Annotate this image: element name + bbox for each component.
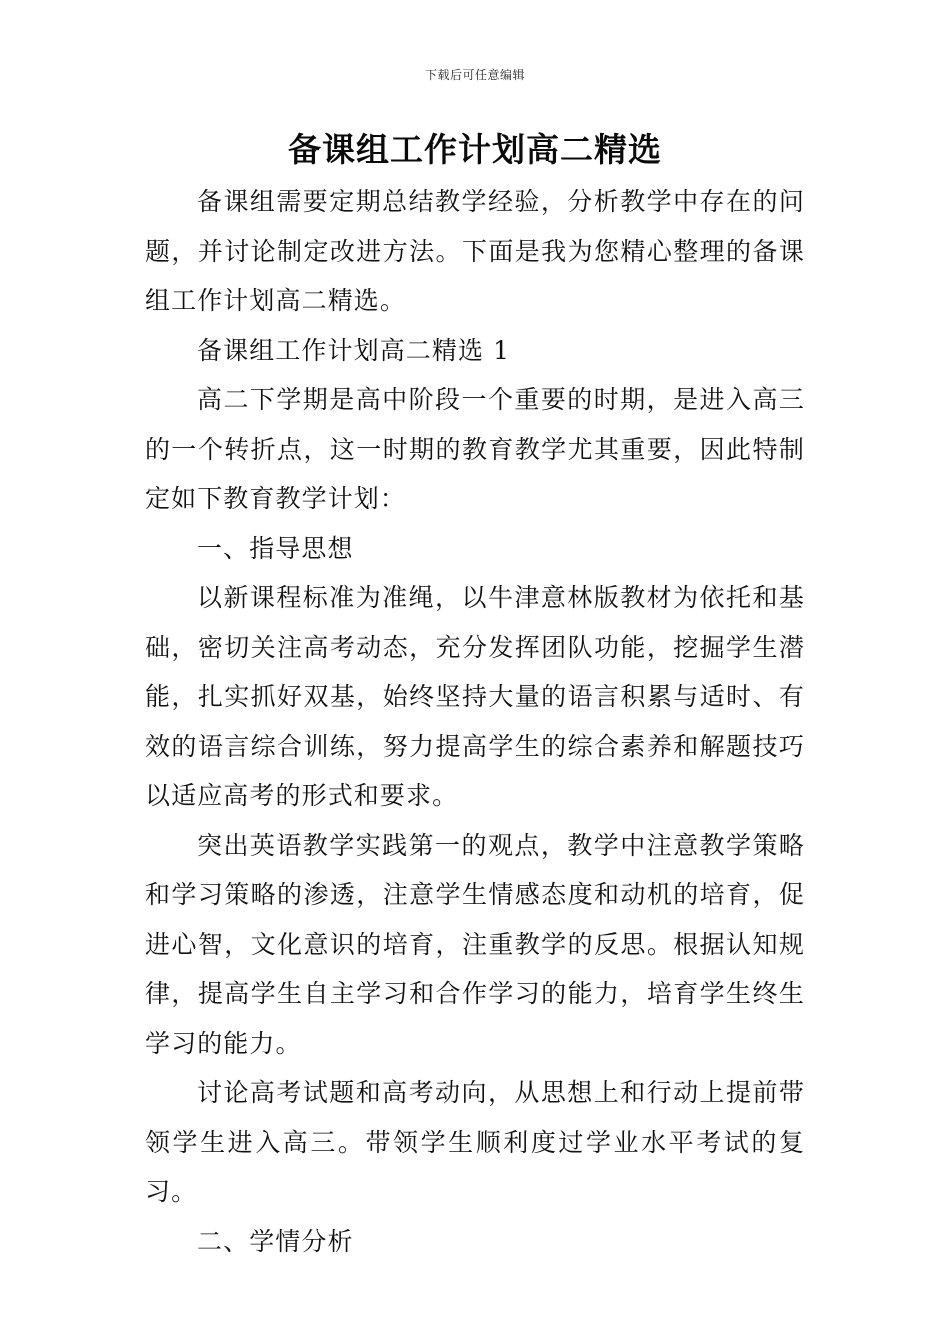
paragraph-teaching-practice: 突出英语教学实践第一的观点，教学中注意教学策略和学习策略的渗透，注意学生情感态度和动机的培育，促进心智，文化意识的培育，注重教学的反思。根据认知规律，提高学生自主学习和合作学习的能力，培育学生终生学习的能力。 <box>145 830 805 1058</box>
paragraph-guiding-thought: 以新课程标准为准绳，以牛津意林版教材为依托和基础，密切关注高考动态，充分发挥团队功能，挖掘学生潜能，扎实抓好双基，始终坚持大量的语言积累与适时、有效的语言综合训练，努力提高学生的综合素养和解题技巧以适应高考的形式和要求。 <box>145 583 805 810</box>
header-note: 下载后可任意编辑 <box>424 68 525 82</box>
section-title-plan-1: 备课组工作计划高二精选 1 <box>197 335 511 365</box>
paragraph-exam-research: 讨论高考试题和高考动向，从思想上和行动上提前带领学生进入高三。带领学生顺利度过学业水平考试的复习。 <box>145 1078 805 1206</box>
intro-paragraph: 备课组需要定期总结教学经验，分析教学中存在的问题，并讨论制定改进方法。下面是我为您精心整理的备课组工作计划高二精选。 <box>145 187 805 315</box>
heading-student-analysis: 二、学情分析 <box>197 1226 354 1256</box>
document-body <box>145 177 805 1266</box>
paragraph-semester-overview: 高二下学期是高中阶段一个重要的时期，是进入高三的一个转折点，这一时期的教育教学尤其重要，因此特制定如下教育教学计划： <box>145 385 805 513</box>
heading-guiding-thought: 一、指导思想 <box>197 533 354 563</box>
document-title: 备课组工作计划高二精选 <box>288 130 662 169</box>
